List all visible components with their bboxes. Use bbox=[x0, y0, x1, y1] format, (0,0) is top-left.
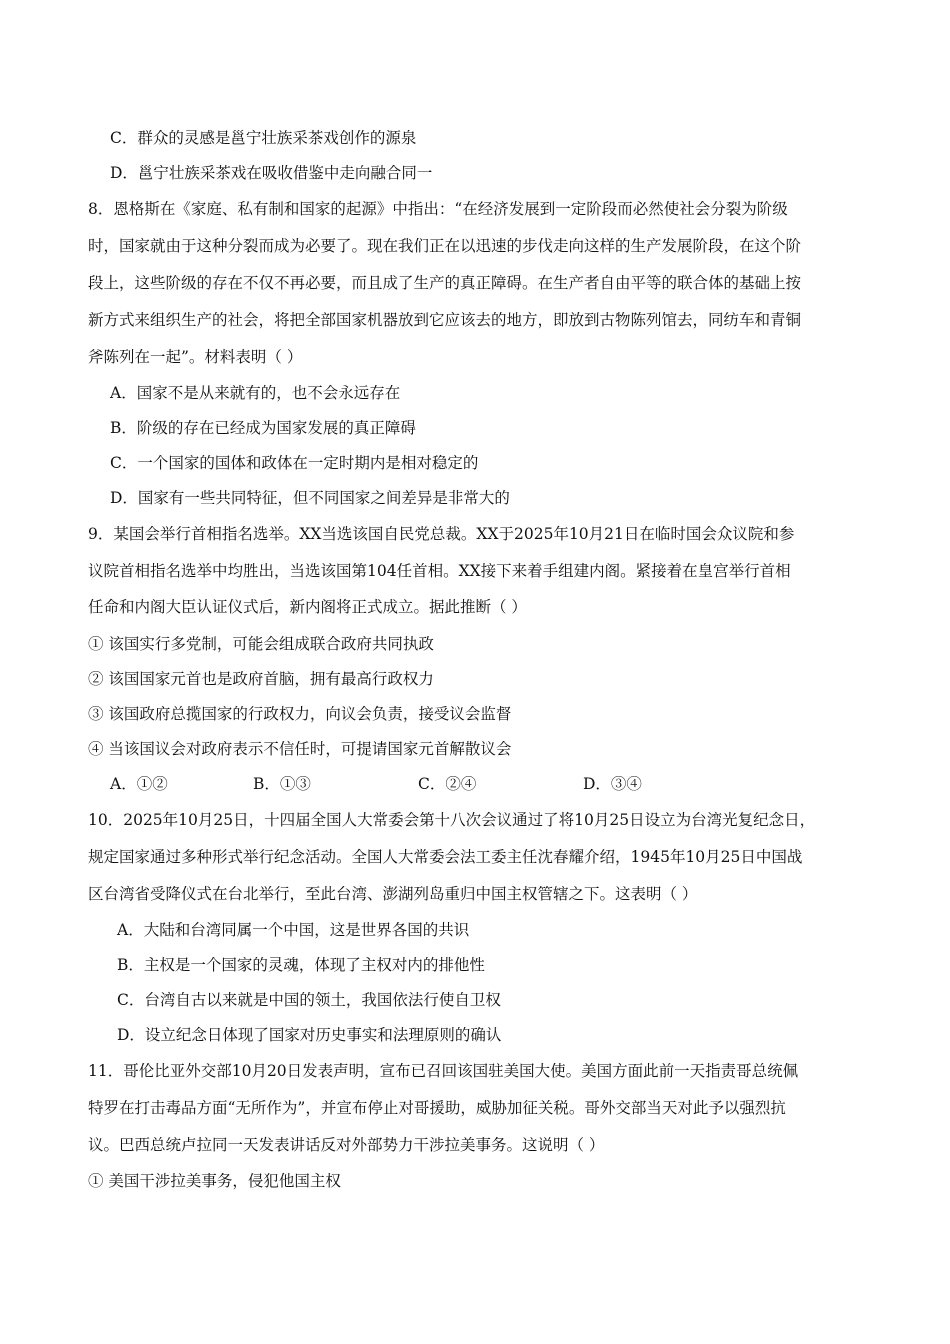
q9-stem-line: 任命和内阁大臣认证仪式后，新内阁将正式成立。据此推断（ ） bbox=[88, 598, 527, 616]
q9-stem-line: 议院首相指名选举中均胜出，当选该国第104任首相。XX接下来着手组建内阁。紧接着在皇宫举行首相 bbox=[88, 562, 791, 580]
q8-option-b: B．阶级的存在已经成为国家发展的真正障碍 bbox=[110, 419, 416, 437]
q9-choices-row bbox=[0, 774, 950, 794]
q9-choice-c: C．②④ bbox=[418, 775, 477, 793]
q7-option-c: C．群众的灵感是邕宁壮族采茶戏创作的源泉 bbox=[110, 129, 417, 147]
q10-stem-line: 区台湾省受降仪式在台北举行，至此台湾、澎湖列岛重归中国主权管辖之下。这表明（ ） bbox=[88, 885, 698, 903]
q9-statement-4: ④ 当该国议会对政府表示不信任时，可提请国家元首解散议会 bbox=[88, 740, 512, 758]
q8-option-d: D．国家有一些共同特征，但不同国家之间差异是非常大的 bbox=[110, 489, 510, 507]
q10-option-a: A．大陆和台湾同属一个中国，这是世界各国的共识 bbox=[117, 921, 470, 939]
q9-stem-line: 9．某国会举行首相指名选举。XX当选该国自民党总裁。XX于2025年10月21日在临时国会众议院和参 bbox=[88, 525, 795, 543]
q8-stem-line: 段上，这些阶级的存在不仅不再必要，而且成了生产的真正障碍。在生产者自由平等的联合体的基础上按 bbox=[88, 274, 802, 292]
q9-statement-3: ③ 该国政府总揽国家的行政权力，向议会负责，接受议会监督 bbox=[88, 705, 512, 723]
q8-stem-line: 斧陈列在一起”。材料表明（ ） bbox=[88, 348, 303, 366]
q11-stem-line: 议。巴西总统卢拉同一天发表讲话反对外部势力干涉拉美事务。这说明（ ） bbox=[88, 1136, 605, 1154]
q9-statement-2: ② 该国国家元首也是政府首脑，拥有最高行政权力 bbox=[88, 670, 434, 688]
q10-option-b: B．主权是一个国家的灵魂，体现了主权对内的排他性 bbox=[117, 956, 485, 974]
q8-stem-line: 时，国家就由于这种分裂而成为必要了。现在我们正在以迅速的步伐走向这样的生产发展阶段，在这个阶 bbox=[88, 237, 802, 255]
q9-choice-d: D．③④ bbox=[583, 775, 642, 793]
q7-option-d: D．邕宁壮族采茶戏在吸收借鉴中走向融合同一 bbox=[110, 164, 433, 182]
q10-stem-line: 规定国家通过多种形式举行纪念活动。全国人大常委会法工委主任沈春耀介绍，1945年10月25日中国战 bbox=[88, 848, 803, 866]
q10-option-d: D．设立纪念日体现了国家对历史事实和法理原则的确认 bbox=[117, 1026, 502, 1044]
q11-stem-line: 11．哥伦比亚外交部10月20日发表声明，宣布已召回该国驻美国大使。美国方面此前一天指责哥总统佩 bbox=[88, 1062, 799, 1080]
q9-statement-1: ① 该国实行多党制，可能会组成联合政府共同执政 bbox=[88, 635, 434, 653]
q8-option-a: A．国家不是从来就有的，也不会永远存在 bbox=[110, 384, 401, 402]
q10-option-c: C．台湾自古以来就是中国的领土，我国依法行使自卫权 bbox=[117, 991, 501, 1009]
q8-option-c: C．一个国家的国体和政体在一定时期内是相对稳定的 bbox=[110, 454, 479, 472]
q8-stem-line: 8．恩格斯在《家庭、私有制和国家的起源》中指出：“在经济发展到一定阶段而必然使社会分裂为阶级 bbox=[88, 200, 788, 218]
q9-choice-a: A．①② bbox=[110, 775, 168, 793]
q11-stem-line: 特罗在打击毒品方面“无所作为”，并宣布停止对哥援助，威胁加征关税。哥外交部当天对此予以强烈抗 bbox=[88, 1099, 786, 1117]
q8-stem-line: 新方式来组织生产的社会，将把全部国家机器放到它应该去的地方，即放到古物陈列馆去，同纺车和青铜 bbox=[88, 311, 802, 329]
q9-choice-b: B．①③ bbox=[253, 775, 311, 793]
q11-statement-1: ① 美国干涉拉美事务，侵犯他国主权 bbox=[88, 1172, 341, 1190]
q10-stem-line: 10．2025年10月25日，十四届全国人大常委会第十八次会议通过了将10月25日设立为台湾光复纪念日， bbox=[88, 811, 816, 829]
